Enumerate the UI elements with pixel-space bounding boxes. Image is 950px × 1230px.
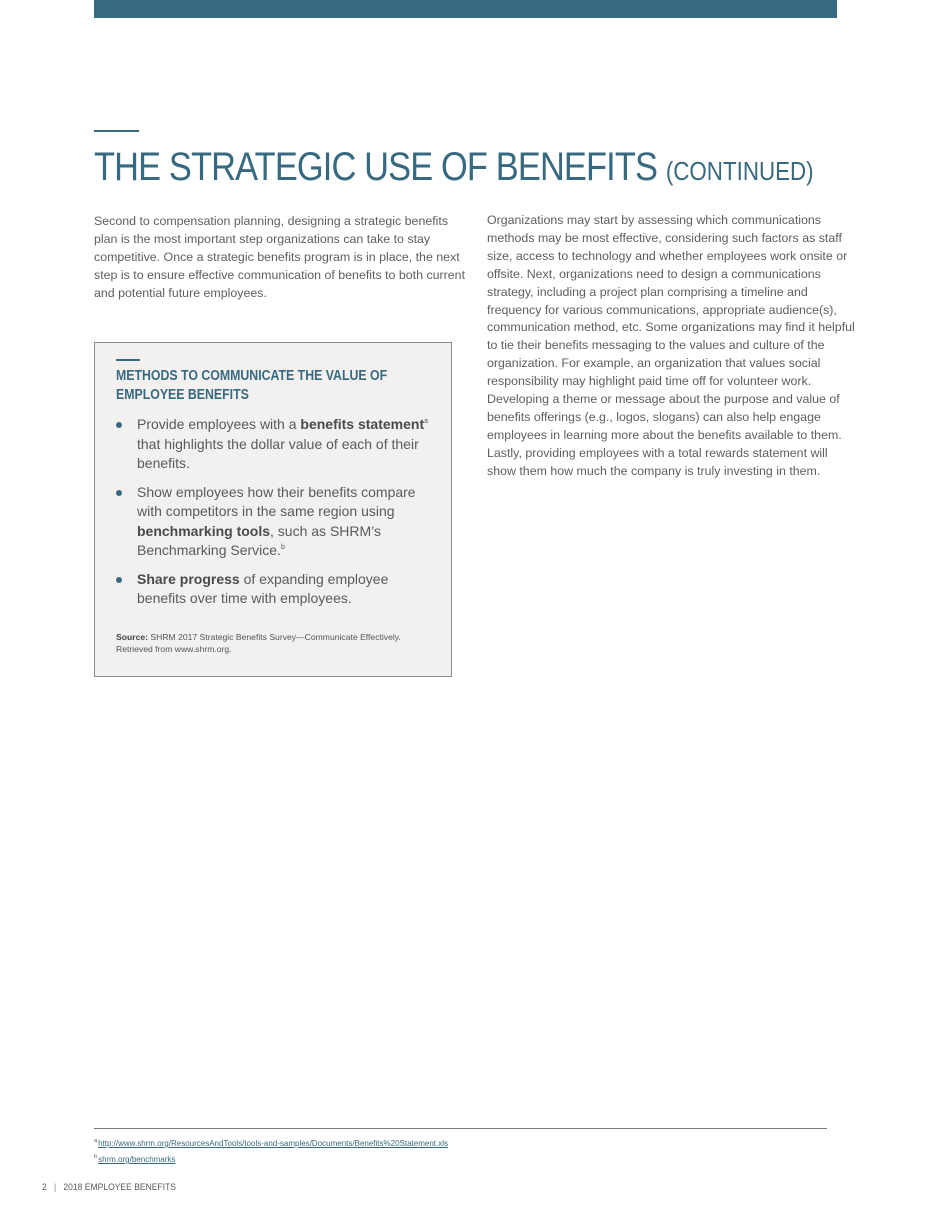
page-title-suffix: (CONTINUED) xyxy=(665,156,814,186)
title-accent-rule xyxy=(94,130,139,132)
bullet-icon xyxy=(116,422,122,428)
intro-paragraph: Second to compensation planning, designing a strategic benefits plan is the most important step organizations can take to stay competitive. Once a strategic benefits program is in place, the next step is to ensure effective communication of benefits to both current and potential future employees. xyxy=(94,214,466,300)
bullet-icon xyxy=(116,577,122,583)
list-item: Share progress of expanding employee benefits over time with employees. xyxy=(116,570,436,609)
footnote-divider xyxy=(94,1128,827,1129)
methods-sidebar-box xyxy=(94,342,452,677)
sidebar-source-note xyxy=(116,631,436,655)
page-title-main: THE STRATEGIC USE OF BENEFITS xyxy=(94,145,658,189)
page-footer xyxy=(42,1182,176,1194)
list-item: Show employees how their benefits compare with competitors in the same region using benchmarking tools, such as SHRM’s Benchmarking Service.$^b$ xyxy=(116,483,436,561)
source-text: SHRM 2017 Strategic Benefits Survey—Communicate Effectively. Retrieved from www.shrm.org. xyxy=(116,632,401,654)
footnote-marker: a xyxy=(94,1138,98,1144)
footnote-a xyxy=(94,1139,448,1149)
methods-list xyxy=(116,415,436,618)
page-title xyxy=(94,142,814,196)
footnote-b xyxy=(94,1155,175,1165)
page-number: 2 xyxy=(42,1182,47,1193)
footnote-link-benchmarks[interactable]: shrm.org/benchmarks xyxy=(98,1155,176,1164)
footnote-link-benefits-statement[interactable]: http://www.shrm.org/ResourcesAndTools/tools-and-samples/Documents/Benefits%20Statement.xls xyxy=(98,1139,448,1148)
footnote-marker: b xyxy=(94,1154,98,1160)
bullet-icon xyxy=(116,490,122,496)
top-accent-bar xyxy=(94,0,837,18)
footer-label: 2018 EMPLOYEE BENEFITS xyxy=(63,1182,177,1193)
sidebar-title: METHODS TO COMMUNICATE THE VALUE OF EMPLOYEE BENEFITS xyxy=(116,368,388,403)
source-label: Source: xyxy=(116,632,148,642)
list-item: Provide employees with a benefits statement$^a$ that highlights the dollar value of each of their benefits. xyxy=(116,415,436,474)
sidebar-accent-rule xyxy=(116,359,140,361)
bold-term: benefits statement xyxy=(300,416,425,432)
footnote-marker: b xyxy=(280,544,285,551)
communications-paragraph: Organizations may start by assessing which communications methods may be most effective, considering such factors as staff size, access to technology and whether employees work onsite or offsite. Next, organizations need to design a communications strategy, including a project plan comprising a timeline and frequency for various communications, appropriate audience(s), communication method, etc. Some organizations may find it helpful to tie their benefits messaging to the values and culture of the organization. For example, an organization that values social responsibility may highlight paid time off for volunteer work. Developing a theme or message about the purpose and value of benefits offerings (e.g., logos, slogans) can also help engage employees in learning more about the benefits available to them. Lastly, providing employees with a total rewards statement will show them how much the company is truly investing in them. xyxy=(487,213,855,478)
bold-term: Share progress xyxy=(137,570,240,587)
footnote-marker: a xyxy=(424,418,429,425)
bold-term: benchmarking tools xyxy=(137,522,271,539)
footer-separator: | xyxy=(53,1182,57,1193)
